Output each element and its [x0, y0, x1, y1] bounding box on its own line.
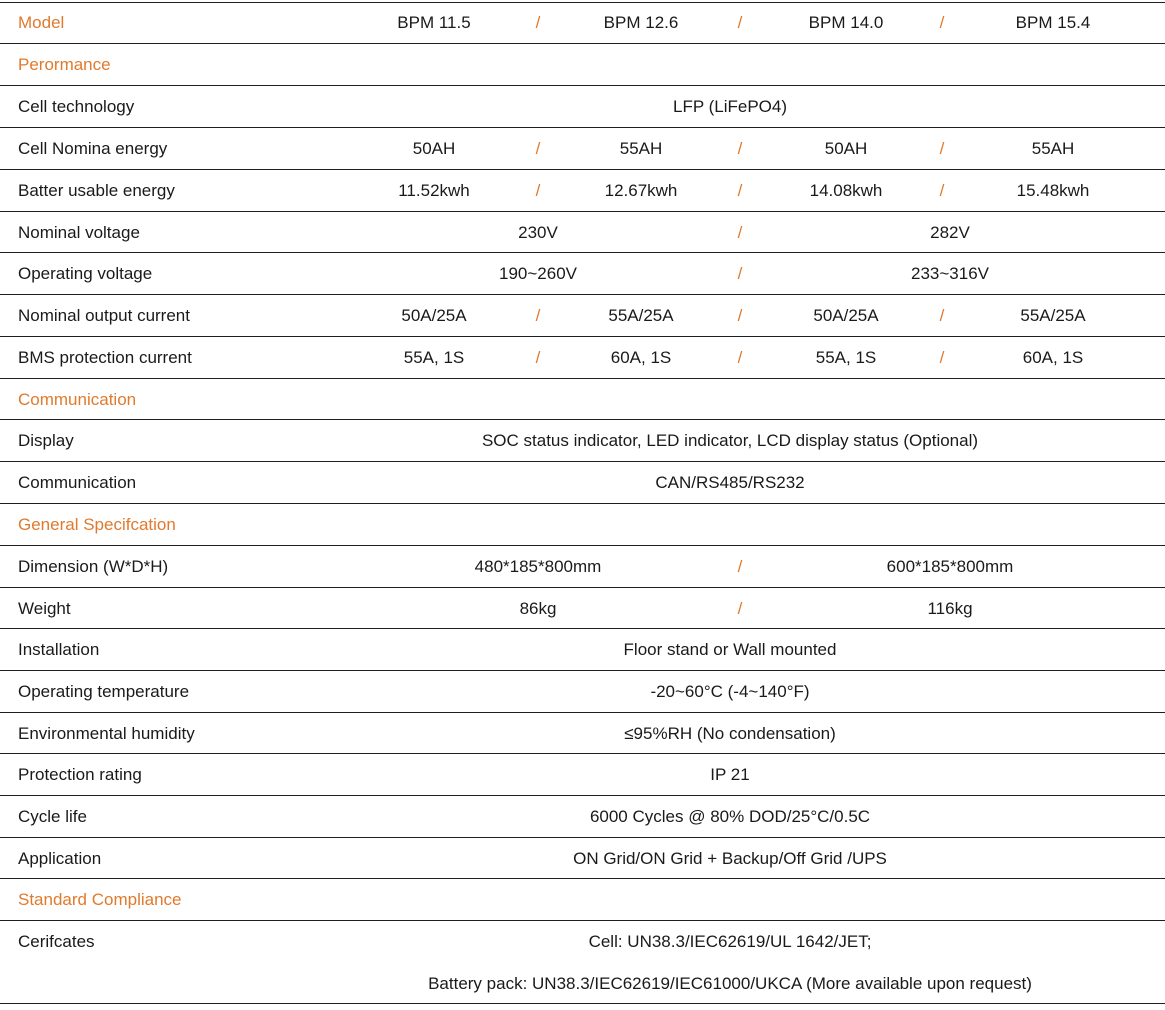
- separator: /: [939, 348, 945, 367]
- separator: /: [535, 348, 541, 367]
- row-value: 6000 Cycles @ 80% DOD/25°C/0.5C: [589, 807, 871, 826]
- row-value: ON Grid/ON Grid + Backup/Off Grid /UPS: [573, 849, 887, 868]
- row-label: Cell technology: [18, 97, 135, 116]
- row-nominal-voltage: [0, 212, 1165, 253]
- row-environmental-humidity: [0, 713, 1165, 754]
- separator: /: [737, 139, 743, 158]
- row-operating-temperature: [0, 671, 1165, 713]
- row-cell-technology: [0, 86, 1165, 128]
- row-application: [0, 838, 1165, 879]
- model-bpm-11-5: BPM 11.5: [397, 13, 471, 32]
- row-label: Dimension (W*D*H): [18, 557, 169, 576]
- row-value: 50AH: [412, 139, 456, 158]
- separator: /: [939, 13, 945, 32]
- row-value: 12.67kwh: [604, 181, 678, 200]
- separator: /: [535, 306, 541, 325]
- section-performance: [0, 44, 1165, 86]
- certificates-battery-pack-line: Battery pack: UN38.3/IEC62619/IEC61000/UKCA (More available upon request): [428, 974, 1032, 993]
- section-title: Communication: [18, 390, 137, 409]
- model-label: Model: [18, 13, 65, 32]
- row-value: CAN/RS485/RS232: [655, 473, 805, 492]
- row-cycle-life: [0, 796, 1165, 838]
- row-value: 50AH: [824, 139, 868, 158]
- row-value: 190~260V: [499, 264, 577, 283]
- section-communication: [0, 379, 1165, 420]
- separator: /: [939, 181, 945, 200]
- certificates-cell-line: Cell: UN38.3/IEC62619/UL 1642/JET;: [588, 932, 872, 951]
- row-value: 11.52kwh: [398, 181, 470, 200]
- row-nominal-output-current: [0, 295, 1165, 337]
- row-installation: [0, 629, 1165, 671]
- row-value: 55A, 1S: [815, 348, 877, 367]
- row-label: Protection rating: [18, 765, 142, 784]
- row-value: 55A/25A: [608, 306, 674, 325]
- row-value: Floor stand or Wall mounted: [623, 640, 837, 659]
- row-weight: [0, 588, 1165, 629]
- row-value: 60A, 1S: [1022, 348, 1084, 367]
- row-label: Installation: [18, 640, 100, 659]
- row-value: 116kg: [927, 599, 973, 618]
- row-value: ≤95%RH (No condensation): [624, 724, 836, 743]
- row-value: 230V: [518, 223, 558, 242]
- row-value: 50A/25A: [401, 306, 467, 325]
- row-value: -20~60°C (-4~140°F): [650, 682, 810, 701]
- row-bms-protection-current: [0, 337, 1165, 379]
- row-communication: [0, 462, 1165, 504]
- row-value: 14.08kwh: [809, 181, 883, 200]
- row-value: 55A/25A: [1020, 306, 1086, 325]
- separator: /: [737, 264, 743, 283]
- row-certificates: [0, 921, 1165, 1004]
- row-label: Communication: [18, 473, 137, 492]
- row-value: LFP (LiFePO4): [672, 97, 788, 116]
- row-label: BMS protection current: [18, 348, 192, 367]
- row-label: Cerifcates: [18, 932, 95, 951]
- separator: /: [737, 599, 743, 618]
- row-label: Nominal output current: [18, 306, 190, 325]
- row-value: 55A, 1S: [403, 348, 465, 367]
- model-bpm-14-0: BPM 14.0: [808, 13, 884, 32]
- separator: /: [535, 181, 541, 200]
- separator: /: [535, 139, 541, 158]
- row-label: Operating voltage: [18, 264, 153, 283]
- row-value: 600*185*800mm: [886, 557, 1014, 576]
- model-row: [0, 2, 1165, 44]
- separator: /: [737, 223, 743, 242]
- separator: /: [939, 139, 945, 158]
- separator: /: [737, 181, 743, 200]
- section-title: Standard Compliance: [18, 890, 182, 909]
- row-label: Display: [18, 431, 74, 450]
- section-general-specification: [0, 504, 1165, 546]
- row-value: 86kg: [519, 599, 557, 618]
- row-label: Batter usable energy: [18, 181, 175, 200]
- section-title: Perormance: [18, 55, 111, 74]
- separator: /: [737, 306, 743, 325]
- row-value: 60A, 1S: [610, 348, 672, 367]
- row-value: IP 21: [710, 765, 750, 784]
- row-cell-nominal-energy: [0, 128, 1165, 170]
- row-usable-energy: [0, 170, 1165, 212]
- row-display: [0, 420, 1165, 462]
- row-value: 282V: [930, 223, 970, 242]
- model-bpm-15-4: BPM 15.4: [1015, 13, 1091, 32]
- row-value: 480*185*800mm: [474, 557, 602, 576]
- separator: /: [737, 348, 743, 367]
- separator: /: [535, 13, 541, 32]
- row-label: Cell Nomina energy: [18, 139, 168, 158]
- row-label: Operating temperature: [18, 682, 190, 701]
- row-value: 50A/25A: [813, 306, 879, 325]
- row-protection-rating: [0, 754, 1165, 796]
- separator: /: [939, 306, 945, 325]
- row-label: Application: [18, 849, 102, 868]
- section-standard-compliance: [0, 879, 1165, 921]
- row-dimension: [0, 546, 1165, 588]
- row-label: Environmental humidity: [18, 724, 195, 743]
- separator: /: [737, 13, 743, 32]
- section-title: General Specifcation: [18, 515, 176, 534]
- row-value: SOC status indicator, LED indicator, LCD display status (Optional): [481, 431, 979, 450]
- row-value: 55AH: [619, 139, 663, 158]
- model-bpm-12-6: BPM 12.6: [603, 13, 679, 32]
- row-label: Weight: [18, 599, 71, 618]
- separator: /: [737, 557, 743, 576]
- row-value: 55AH: [1031, 139, 1075, 158]
- row-value: 233~316V: [911, 264, 989, 283]
- row-label: Cycle life: [18, 807, 87, 826]
- row-value: 15.48kwh: [1016, 181, 1090, 200]
- row-operating-voltage: [0, 253, 1165, 295]
- row-label: Nominal voltage: [18, 223, 140, 242]
